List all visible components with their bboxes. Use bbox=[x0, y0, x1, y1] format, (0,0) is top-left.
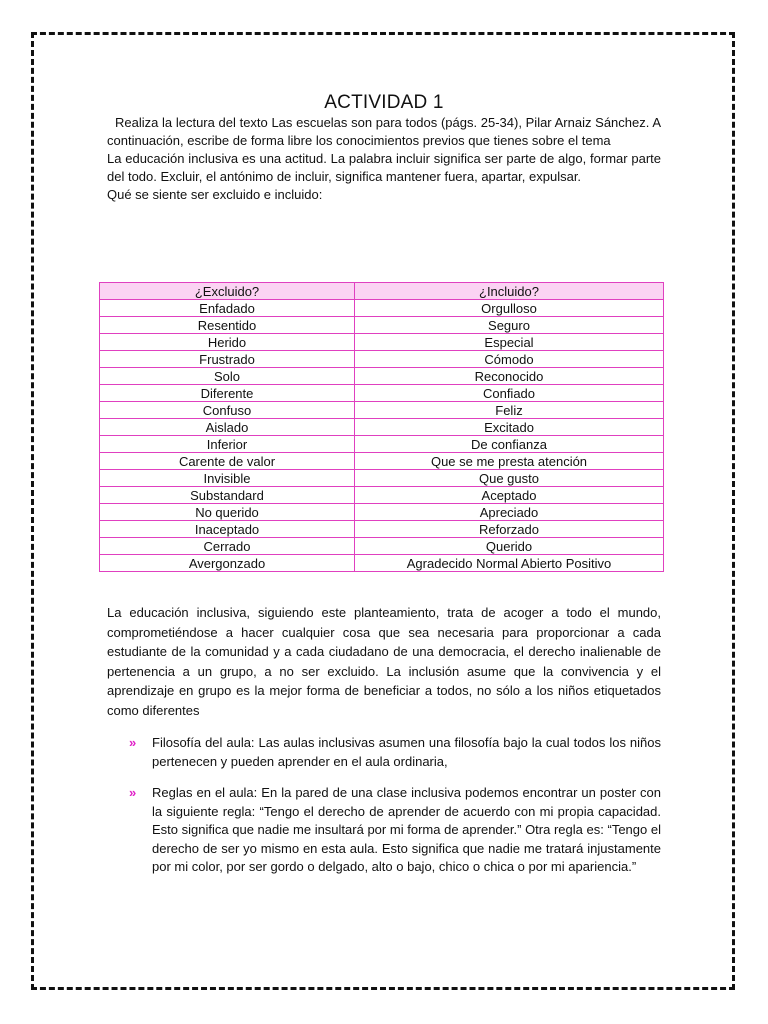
incluido-cell: Querido bbox=[355, 538, 664, 555]
bullet-list bbox=[107, 734, 661, 877]
table-row bbox=[100, 504, 664, 521]
incluido-cell: Aceptado bbox=[355, 487, 664, 504]
excluido-cell: Substandard bbox=[100, 487, 355, 504]
incluido-cell: De confianza bbox=[355, 436, 664, 453]
table-row bbox=[100, 470, 664, 487]
excluido-cell: No querido bbox=[100, 504, 355, 521]
excluido-cell: Avergonzado bbox=[100, 555, 355, 572]
table-caption: Qué se siente ser excluido e incluido: bbox=[107, 187, 323, 202]
table-row bbox=[100, 521, 664, 538]
table-row bbox=[100, 351, 664, 368]
table-row bbox=[100, 334, 664, 351]
feelings-table-container bbox=[99, 282, 664, 572]
incluido-cell: Apreciado bbox=[355, 504, 664, 521]
table-row bbox=[100, 487, 664, 504]
incluido-cell: Confiado bbox=[355, 385, 664, 402]
table-row bbox=[100, 402, 664, 419]
incluido-cell: Especial bbox=[355, 334, 664, 351]
feelings-table bbox=[99, 282, 664, 572]
incluido-cell: Feliz bbox=[355, 402, 664, 419]
table-row bbox=[100, 436, 664, 453]
excluido-cell: Inferior bbox=[100, 436, 355, 453]
incluido-cell: Excitado bbox=[355, 419, 664, 436]
bullet-text: Filosofía del aula: Las aulas inclusivas asumen una filosofía bajo la cual todos los niños pertenecen y pueden aprender en el aula ordinaria, bbox=[152, 735, 661, 769]
header-excluido: ¿Excluido? bbox=[100, 283, 355, 300]
incluido-cell: Seguro bbox=[355, 317, 664, 334]
table-row bbox=[100, 555, 664, 572]
excluido-cell: Invisible bbox=[100, 470, 355, 487]
excluido-cell: Diferente bbox=[100, 385, 355, 402]
table-row bbox=[100, 538, 664, 555]
table-row bbox=[100, 385, 664, 402]
document-body bbox=[107, 603, 661, 890]
bullet-marker-icon: » bbox=[129, 735, 137, 750]
table-header-row bbox=[100, 283, 664, 300]
excluido-cell: Inaceptado bbox=[100, 521, 355, 538]
excluido-cell: Herido bbox=[100, 334, 355, 351]
definition-paragraph: La educación inclusiva es una actitud. La palabra incluir significa ser parte de algo, formar parte del todo. Excluir, el antónimo de incluir, significa mantener fuera, apartar, expulsar. bbox=[107, 151, 661, 184]
excluido-cell: Cerrado bbox=[100, 538, 355, 555]
excluido-cell: Enfadado bbox=[100, 300, 355, 317]
list-item bbox=[107, 734, 661, 771]
table-row bbox=[100, 300, 664, 317]
list-item bbox=[107, 784, 661, 877]
page-title: ACTIVIDAD 1 bbox=[324, 92, 444, 113]
incluido-cell: Orgulloso bbox=[355, 300, 664, 317]
excluido-cell: Resentido bbox=[100, 317, 355, 334]
table-row bbox=[100, 453, 664, 470]
document-header bbox=[107, 92, 661, 204]
excluido-cell: Carente de valor bbox=[100, 453, 355, 470]
bullet-marker-icon: » bbox=[129, 785, 137, 800]
excluido-cell: Aislado bbox=[100, 419, 355, 436]
excluido-cell: Confuso bbox=[100, 402, 355, 419]
intro-paragraph: Realiza la lectura del texto Las escuelas son para todos (págs. 25-34), Pilar Arnaiz Sánchez. A continuación, escribe de forma libre los conocimientos previos que tienes sobre el tema bbox=[107, 115, 661, 148]
incluido-cell: Que se me presta atención bbox=[355, 453, 664, 470]
incluido-cell: Agradecido Normal Abierto Positivo bbox=[355, 555, 664, 572]
table-row bbox=[100, 368, 664, 385]
table-row bbox=[100, 419, 664, 436]
incluido-cell: Que gusto bbox=[355, 470, 664, 487]
incluido-cell: Reforzado bbox=[355, 521, 664, 538]
inclusion-paragraph: La educación inclusiva, siguiendo este planteamiento, trata de acoger a todo el mundo, comprometiéndose a hacer cualquier cosa que sea necesaria para proporcionar a cada estudiante de la comunidad y a cada ciudadano de una democracia, el derecho inalienable de pertenencia a un grupo, a no ser excluido. La inclusión asume que la convivencia y el aprendizaje en grupo es la mejor forma de beneficiar a todos, no sólo a los niños etiquetados como diferentes bbox=[107, 605, 661, 718]
excluido-cell: Frustrado bbox=[100, 351, 355, 368]
incluido-cell: Cómodo bbox=[355, 351, 664, 368]
incluido-cell: Reconocido bbox=[355, 368, 664, 385]
excluido-cell: Solo bbox=[100, 368, 355, 385]
header-incluido: ¿Incluido? bbox=[355, 283, 664, 300]
bullet-text: Reglas en el aula: En la pared de una clase inclusiva podemos encontrar un poster con la siguiente regla: “Tengo el derecho de aprender de acuerdo con mi propia capacidad. Esto significa que nadie me insultará por mi forma de aprender.” Otra regla es: “Tengo el derecho de ser yo mismo en esta aula. Esto significa que nadie me tratará injustamente por mi color, por ser gordo o delgado, alto o bajo, chico o chica o por mi apariencia.” bbox=[152, 785, 661, 874]
table-row bbox=[100, 317, 664, 334]
